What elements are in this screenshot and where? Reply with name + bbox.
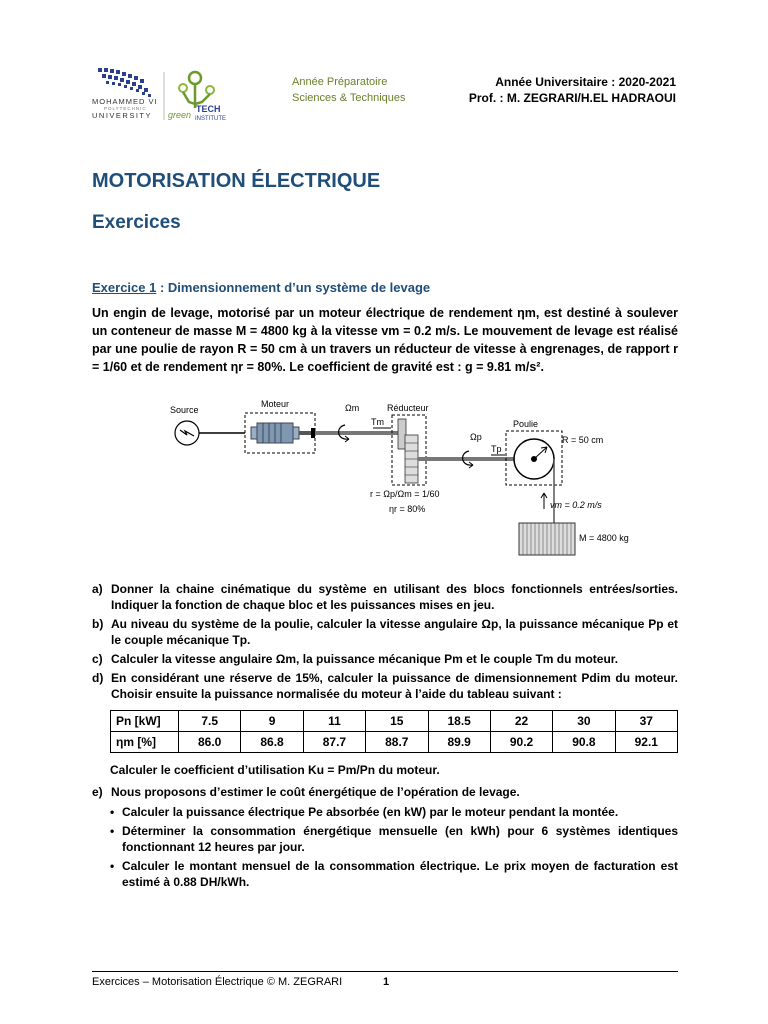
logo-tech-text: TECH — [196, 104, 221, 114]
lifting-system-diagram — [165, 395, 665, 565]
motor-icon — [251, 423, 299, 443]
speed-label: vm = 0.2 m/s — [550, 500, 602, 510]
bullet-icon: • — [110, 859, 115, 873]
table-cell: 86.0 — [179, 732, 241, 753]
pulley-label: Poulie — [513, 419, 539, 429]
question-c-label: c) — [92, 652, 103, 666]
bullet-text: Calculer la puissance électrique Pe absorbée (en kW) par le moteur pendant la montée. — [122, 805, 619, 819]
table-cell: 18.5 — [428, 711, 490, 732]
question-b-label: b) — [92, 617, 104, 631]
motor-power-table — [110, 710, 678, 753]
gear-icon — [398, 419, 418, 483]
bullet-icon: • — [110, 824, 115, 838]
footer-divider — [92, 971, 678, 972]
table-cell: 90.2 — [490, 732, 552, 753]
question-a-label: a) — [92, 582, 103, 596]
table-header-pn: Pn [kW] — [111, 711, 179, 732]
question-d — [92, 670, 678, 702]
page-number: 1 — [383, 976, 390, 988]
table-cell: 88.7 — [366, 732, 428, 753]
tp-label: Tp — [491, 444, 502, 454]
table-cell: 37 — [615, 711, 677, 732]
question-e — [92, 784, 678, 800]
question-b-text: Au niveau du système de la poulie, calculer la vitesse angulaire Ωp, la puissance mécanique Pp et le couple mécanique Tp. — [111, 617, 678, 647]
question-b — [92, 616, 678, 648]
bullet-text: Calculer le montant mensuel de la consommation électrique. Le prix moyen de facturation est estimé à 0.88 DH/kWh. — [122, 859, 678, 889]
reducer-label: Réducteur — [387, 403, 429, 413]
footer-text: Exercices – Motorisation Électrique © M. ZEGRARI — [92, 976, 343, 988]
exercise-label: Exercice 1 — [92, 280, 157, 295]
um6p-logo — [92, 68, 158, 120]
program-info — [292, 74, 406, 106]
source-icon — [175, 421, 199, 445]
table-row — [111, 711, 678, 732]
source-label: Source — [170, 405, 199, 415]
green-tech-logo — [168, 72, 226, 122]
table-cell: 15 — [366, 711, 428, 732]
question-d-label: d) — [92, 671, 104, 685]
table-cell: 90.8 — [553, 732, 615, 753]
bullet-icon: • — [110, 805, 115, 819]
question-c — [92, 651, 678, 667]
academic-year: Année Universitaire : 2020-2021 — [495, 75, 676, 89]
bullet-text: Déterminer la consommation énergétique mensuelle (en kWh) pour 6 systèmes identiques fonctionnant 12 heures par jour. — [122, 824, 678, 854]
logo-text-3: UNIVERSITY — [92, 111, 153, 120]
question-e-text: Nous proposons d’estimer le coût énergétique de l’opération de levage. — [111, 785, 520, 799]
question-d-followup: Calculer le coefficient d’utilisation Ku = Pm/Pn du moteur. — [110, 763, 440, 777]
exercise-heading — [92, 280, 430, 295]
question-c-text: Calculer la vitesse angulaire Ωm, la puissance mécanique Pm et le couple Tm du moteur. — [111, 652, 619, 666]
document-title: MOTORISATION ÉLECTRIQUE — [92, 170, 381, 192]
table-cell: 86.8 — [241, 732, 303, 753]
table-header-eta: ηm [%] — [111, 732, 179, 753]
table-cell: 9 — [241, 711, 303, 732]
program-line-1: Année Préparatoire — [292, 76, 388, 88]
mass-label: M = 4800 kg — [579, 533, 629, 543]
logo-text-1: MOHAMMED VI — [92, 97, 158, 106]
tm-label: Tm — [371, 417, 384, 427]
table-cell: 92.1 — [615, 732, 677, 753]
question-e-label: e) — [92, 785, 103, 799]
question-a-text: Donner la chaine cinématique du système en utilisant des blocs fonctionnels entrées/sorties. Indiquer la fonction de chaque bloc et les puissances mises en jeu. — [111, 582, 678, 612]
table-cell: 30 — [553, 711, 615, 732]
course-info — [469, 74, 676, 106]
document-subtitle: Exercices — [92, 212, 181, 233]
list-item — [110, 804, 678, 820]
ratio-label: r = Ωp/Ωm = 1/60 — [370, 489, 440, 499]
omega-p-label: Ωp — [470, 432, 482, 442]
table-cell: 11 — [303, 711, 365, 732]
program-line-2: Sciences & Techniques — [292, 92, 406, 104]
university-logos — [92, 64, 282, 124]
motor-label: Moteur — [261, 399, 290, 409]
exercise-intro: Un engin de levage, motorisé par un moteur électrique de rendement ηm, est destiné à soulever un conteneur de masse M = 4800 kg à la vitesse vm = 0.2 m/s. Le mouvement de levage est réalisé par une poulie de rayon R = 50 cm à un travers un réducteur de vitesse à engrenages, de rapport r = 1/60 et de rendement ηr = 80%. Le coefficient de gravité est : g = 9.81 m/s². — [92, 306, 678, 374]
list-item — [110, 823, 678, 855]
exercise-title: : Dimensionnement d’un système de levage — [156, 280, 431, 295]
table-cell: 7.5 — [179, 711, 241, 732]
table-cell: 22 — [490, 711, 552, 732]
professor: Prof. : M. ZEGRARI/H.EL HADRAOUI — [468, 91, 676, 105]
eta-r-label: ηr = 80% — [389, 504, 426, 514]
logo-text-2: POLYTECHNIC — [104, 106, 147, 111]
table-cell: 87.7 — [303, 732, 365, 753]
logo-institute-text: INSTITUTE — [195, 116, 226, 122]
table-row — [111, 732, 678, 753]
radius-label: R = 50 cm — [562, 435, 604, 445]
list-item — [110, 858, 678, 890]
logo-green-text: green — [168, 110, 192, 120]
question-d-text: En considérant une réserve de 15%, calculer la puissance de dimensionnement Pdim du moteur. Choisir ensuite la puissance normalisée du moteur à l’aide du tableau suivant : — [111, 671, 678, 701]
table-cell: 89.9 — [428, 732, 490, 753]
omega-m-label: Ωm — [345, 403, 360, 413]
question-a — [92, 581, 678, 613]
